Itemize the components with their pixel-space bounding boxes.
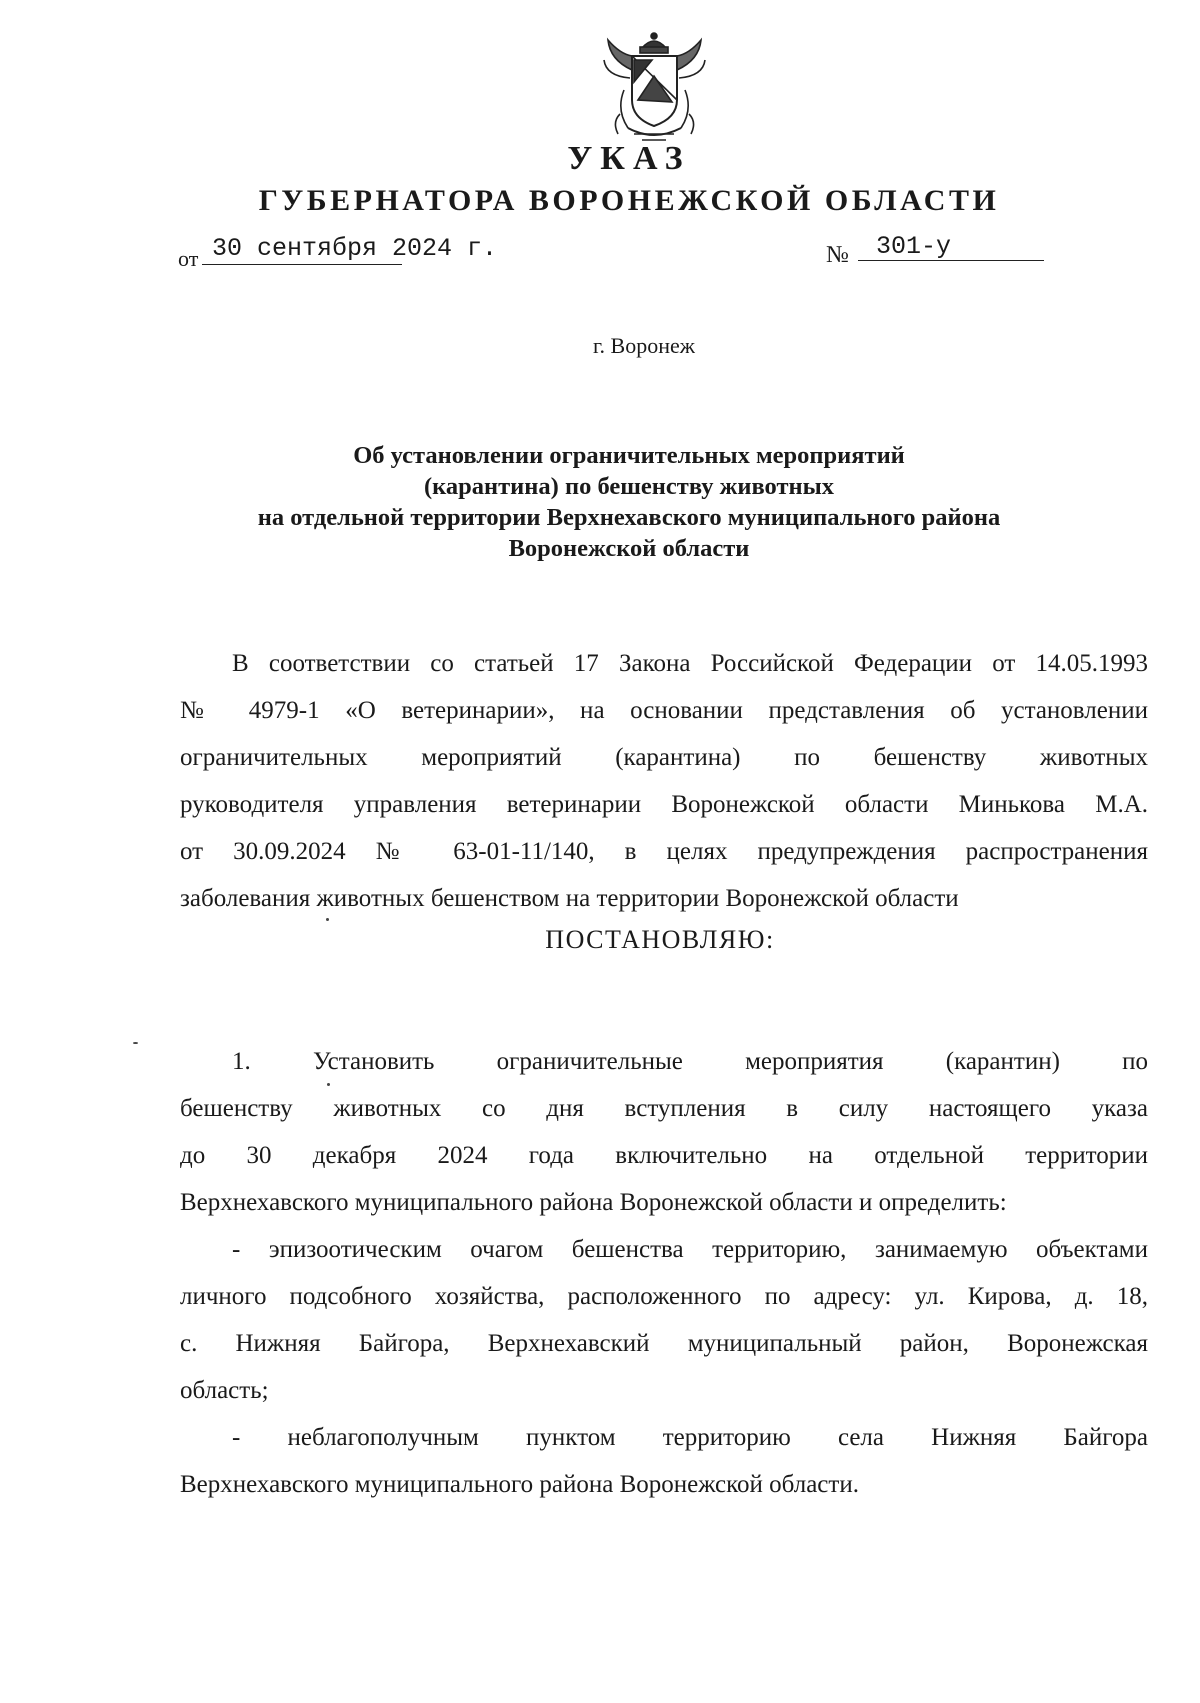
resolve-heading: ПОСТАНОВЛЯЮ:	[545, 925, 775, 954]
item-1-subitem-outbreak	[180, 1226, 1148, 1414]
text-line: личного подсобного хозяйства, расположенного по адресу: ул. Кирова, д. 18,	[180, 1283, 1148, 1310]
heading-line: Об установлении ограничительных мероприятий	[353, 442, 905, 469]
text-line: 1. Установить ограничительные мероприятия (карантин) по	[232, 1048, 1148, 1075]
text-line: бешенству животных со дня вступления в силу настоящего указа	[180, 1095, 1148, 1122]
text-line: руководителя управления ветеринарии Воронежской области Минькова М.А.	[180, 791, 1148, 818]
text-line: заболевания животных бешенством на территории Воронежской области	[180, 885, 959, 912]
scan-speck	[133, 1042, 138, 1044]
item-1-paragraph	[180, 1038, 1148, 1226]
text-line: № 4979-1 «О ветеринарии», на основании представления об установлении	[180, 697, 1148, 724]
text-line: от 30.09.2024 № 63-01-11/140, в целях предупреждения распространения	[180, 838, 1148, 865]
coat-of-arms-emblem	[602, 30, 707, 148]
number-prefix: №	[826, 242, 849, 268]
item-1-subitem-unfavorable-point	[180, 1414, 1148, 1508]
text-line: В соответствии со статьей 17 Закона Российской Федерации от 14.05.1993	[232, 650, 1148, 677]
text-line: с. Нижняя Байгора, Верхнехавский муниципальный район, Воронежская	[180, 1330, 1148, 1357]
document-type-title: УКАЗ	[567, 140, 691, 177]
document-number: 301-у	[876, 232, 952, 261]
preamble-paragraph	[180, 640, 1148, 922]
text-line: область;	[180, 1377, 269, 1404]
text-line: Верхнехавского муниципального района Воронежской области и определить:	[180, 1189, 1007, 1216]
text-line: - неблагополучным пунктом территорию села Нижняя Байгора	[232, 1424, 1148, 1451]
heading-line: Воронежской области	[508, 535, 750, 562]
document-heading	[0, 440, 1200, 564]
text-line: - эпизоотическим очагом бешенства территорию, занимаемую объектами	[232, 1236, 1148, 1263]
date-underline	[202, 264, 402, 265]
date-prefix: от	[178, 246, 199, 271]
heading-line: на отдельной территории Верхнехавского муниципального района	[257, 504, 1001, 531]
heading-line: (карантина) по бешенству животных	[424, 473, 834, 500]
city-of-issue: г. Воронеж	[593, 333, 695, 358]
document-date: 30 сентября 2024 г.	[212, 234, 498, 263]
scan-speck	[326, 918, 329, 921]
text-line: ограничительных мероприятий (карантина) по бешенству животных	[180, 744, 1148, 771]
issuer-title: ГУБЕРНАТОРА ВОРОНЕЖСКОЙ ОБЛАСТИ	[258, 184, 1000, 217]
number-underline	[858, 260, 1044, 261]
text-line: до 30 декабря 2024 года включительно на отдельной территории	[180, 1142, 1148, 1169]
text-line: Верхнехавского муниципального района Воронежской области.	[180, 1471, 859, 1498]
